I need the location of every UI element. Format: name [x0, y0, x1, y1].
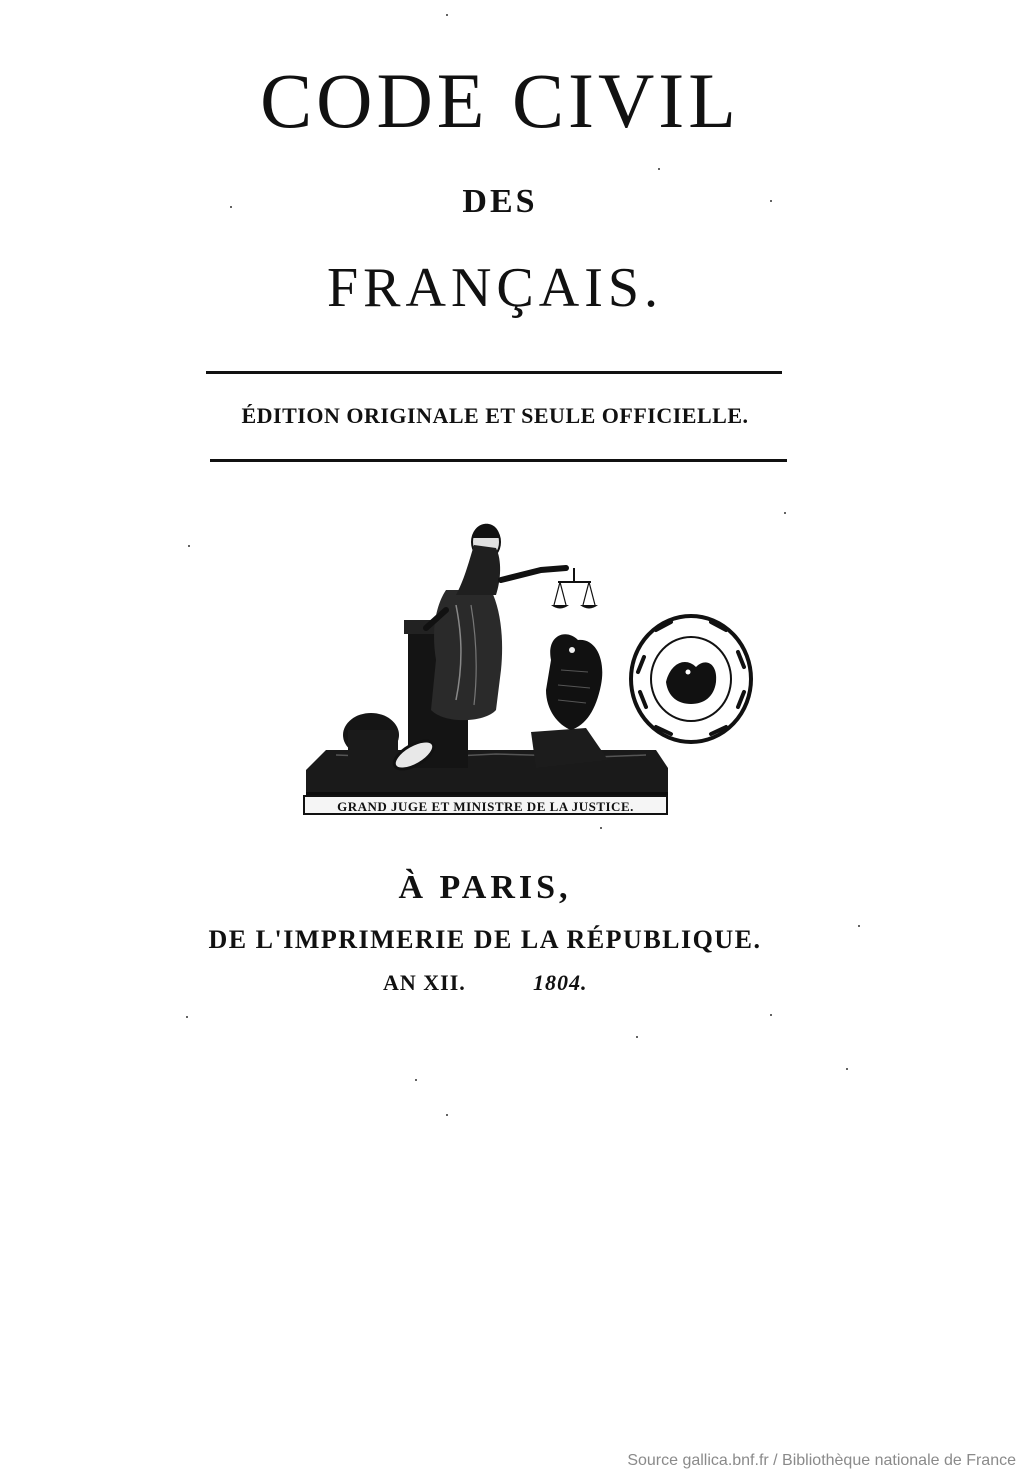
scan-speck: [446, 14, 448, 16]
imprint-printer: DE L'IMPRIMERIE DE LA RÉPUBLIQUE.: [208, 925, 762, 954]
title-francais: FRANÇAIS.: [327, 257, 663, 319]
bottom-rule: [210, 459, 787, 462]
scan-speck: [784, 512, 786, 514]
scan-speck: [770, 200, 772, 202]
imprint-date: 1804.: [533, 970, 588, 995]
scan-speck: [446, 1114, 448, 1116]
title-des: DES: [462, 183, 538, 220]
scan-speck: [230, 206, 232, 208]
vignette-caption: GRAND JUGE ET MINISTRE DE LA JUSTICE.: [303, 795, 668, 815]
scan-speck: [636, 1036, 638, 1038]
scan-speck: [600, 827, 602, 829]
justice-allegory-icon: [296, 510, 676, 825]
scan-speck: [186, 1016, 188, 1018]
imprint-year: AN XII.: [383, 970, 466, 995]
imprint-city: À PARIS,: [398, 869, 572, 906]
title-code-civil: CODE CIVIL: [260, 57, 740, 144]
scan-speck: [415, 1079, 417, 1081]
scan-speck: [770, 1014, 772, 1016]
edition-statement: ÉDITION ORIGINALE ET SEULE OFFICIELLE.: [241, 403, 749, 428]
scan-speck: [846, 1068, 848, 1070]
source-credit: Source gallica.bnf.fr / Bibliothèque nationale de France: [627, 1452, 1016, 1469]
scan-speck: [858, 925, 860, 927]
scan-speck: [658, 168, 660, 170]
scan-speck: [188, 545, 190, 547]
top-rule: [206, 371, 782, 374]
library-stamp-icon: [626, 612, 756, 747]
